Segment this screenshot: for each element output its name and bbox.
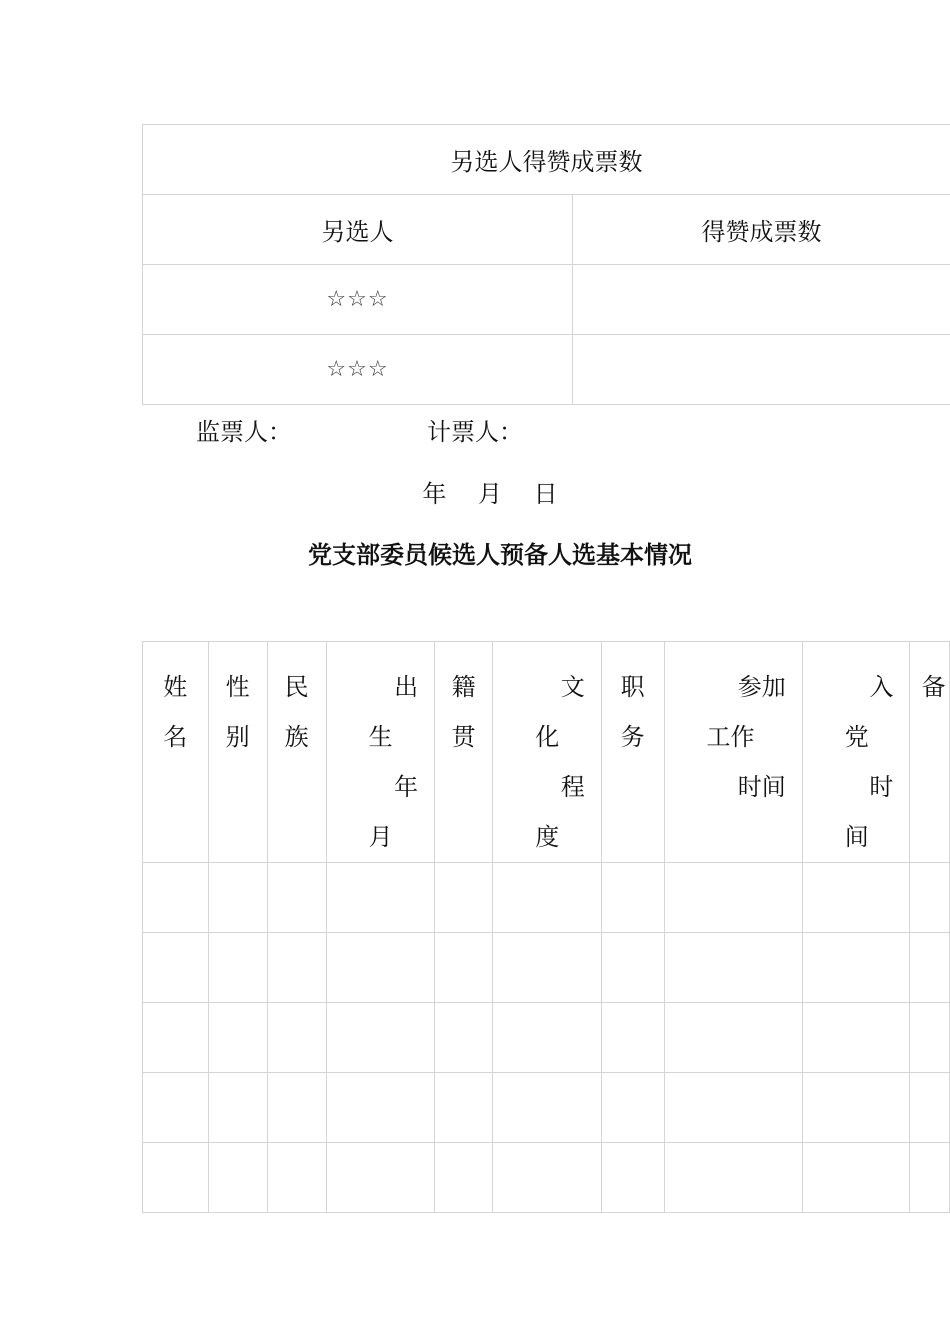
header-work-start: 参加 工作 时间 (664, 642, 802, 863)
header-party-join: 入 党 时 间 (802, 642, 910, 863)
header-birth-date: 出 生 年 月 (326, 642, 435, 863)
header-candidate: 另选人 (143, 195, 573, 265)
header-position: 职 务 (601, 642, 664, 863)
date-year: 年 (422, 480, 447, 508)
header-votes: 得赞成票数 (573, 195, 950, 265)
vote-monitor-label: 监票人： (196, 418, 292, 446)
section-title: 党支部委员候选人预备人选基本情况 (308, 541, 692, 569)
candidate-cell: ☆☆☆ (143, 265, 573, 335)
header-ethnicity: 民 族 (267, 642, 326, 863)
votes-cell[interactable] (573, 265, 950, 335)
candidate-info-table (142, 641, 950, 1213)
header-gender: 性 别 (208, 642, 267, 863)
votes-cell[interactable] (573, 335, 950, 405)
header-education: 文 化 程 度 (493, 642, 602, 863)
date-day: 日 (533, 480, 558, 508)
header-name: 姓 名 (143, 642, 209, 863)
date-month: 月 (478, 480, 502, 508)
vote-table-title: 另选人得赞成票数 (143, 125, 950, 195)
info-header-row (143, 642, 950, 863)
candidate-cell: ☆☆☆ (143, 335, 573, 405)
header-native-place: 籍 贯 (435, 642, 493, 863)
header-remarks: 备 (910, 642, 950, 863)
table-row (143, 335, 950, 405)
table-row (143, 1073, 950, 1143)
vote-count-table (142, 124, 950, 405)
vote-counter-label: 计票人： (427, 418, 523, 446)
table-row (143, 265, 950, 335)
date-line (0, 478, 950, 510)
table-row (143, 933, 950, 1003)
table-row (143, 1003, 950, 1073)
table-row (143, 1143, 950, 1213)
table-row (143, 863, 950, 933)
